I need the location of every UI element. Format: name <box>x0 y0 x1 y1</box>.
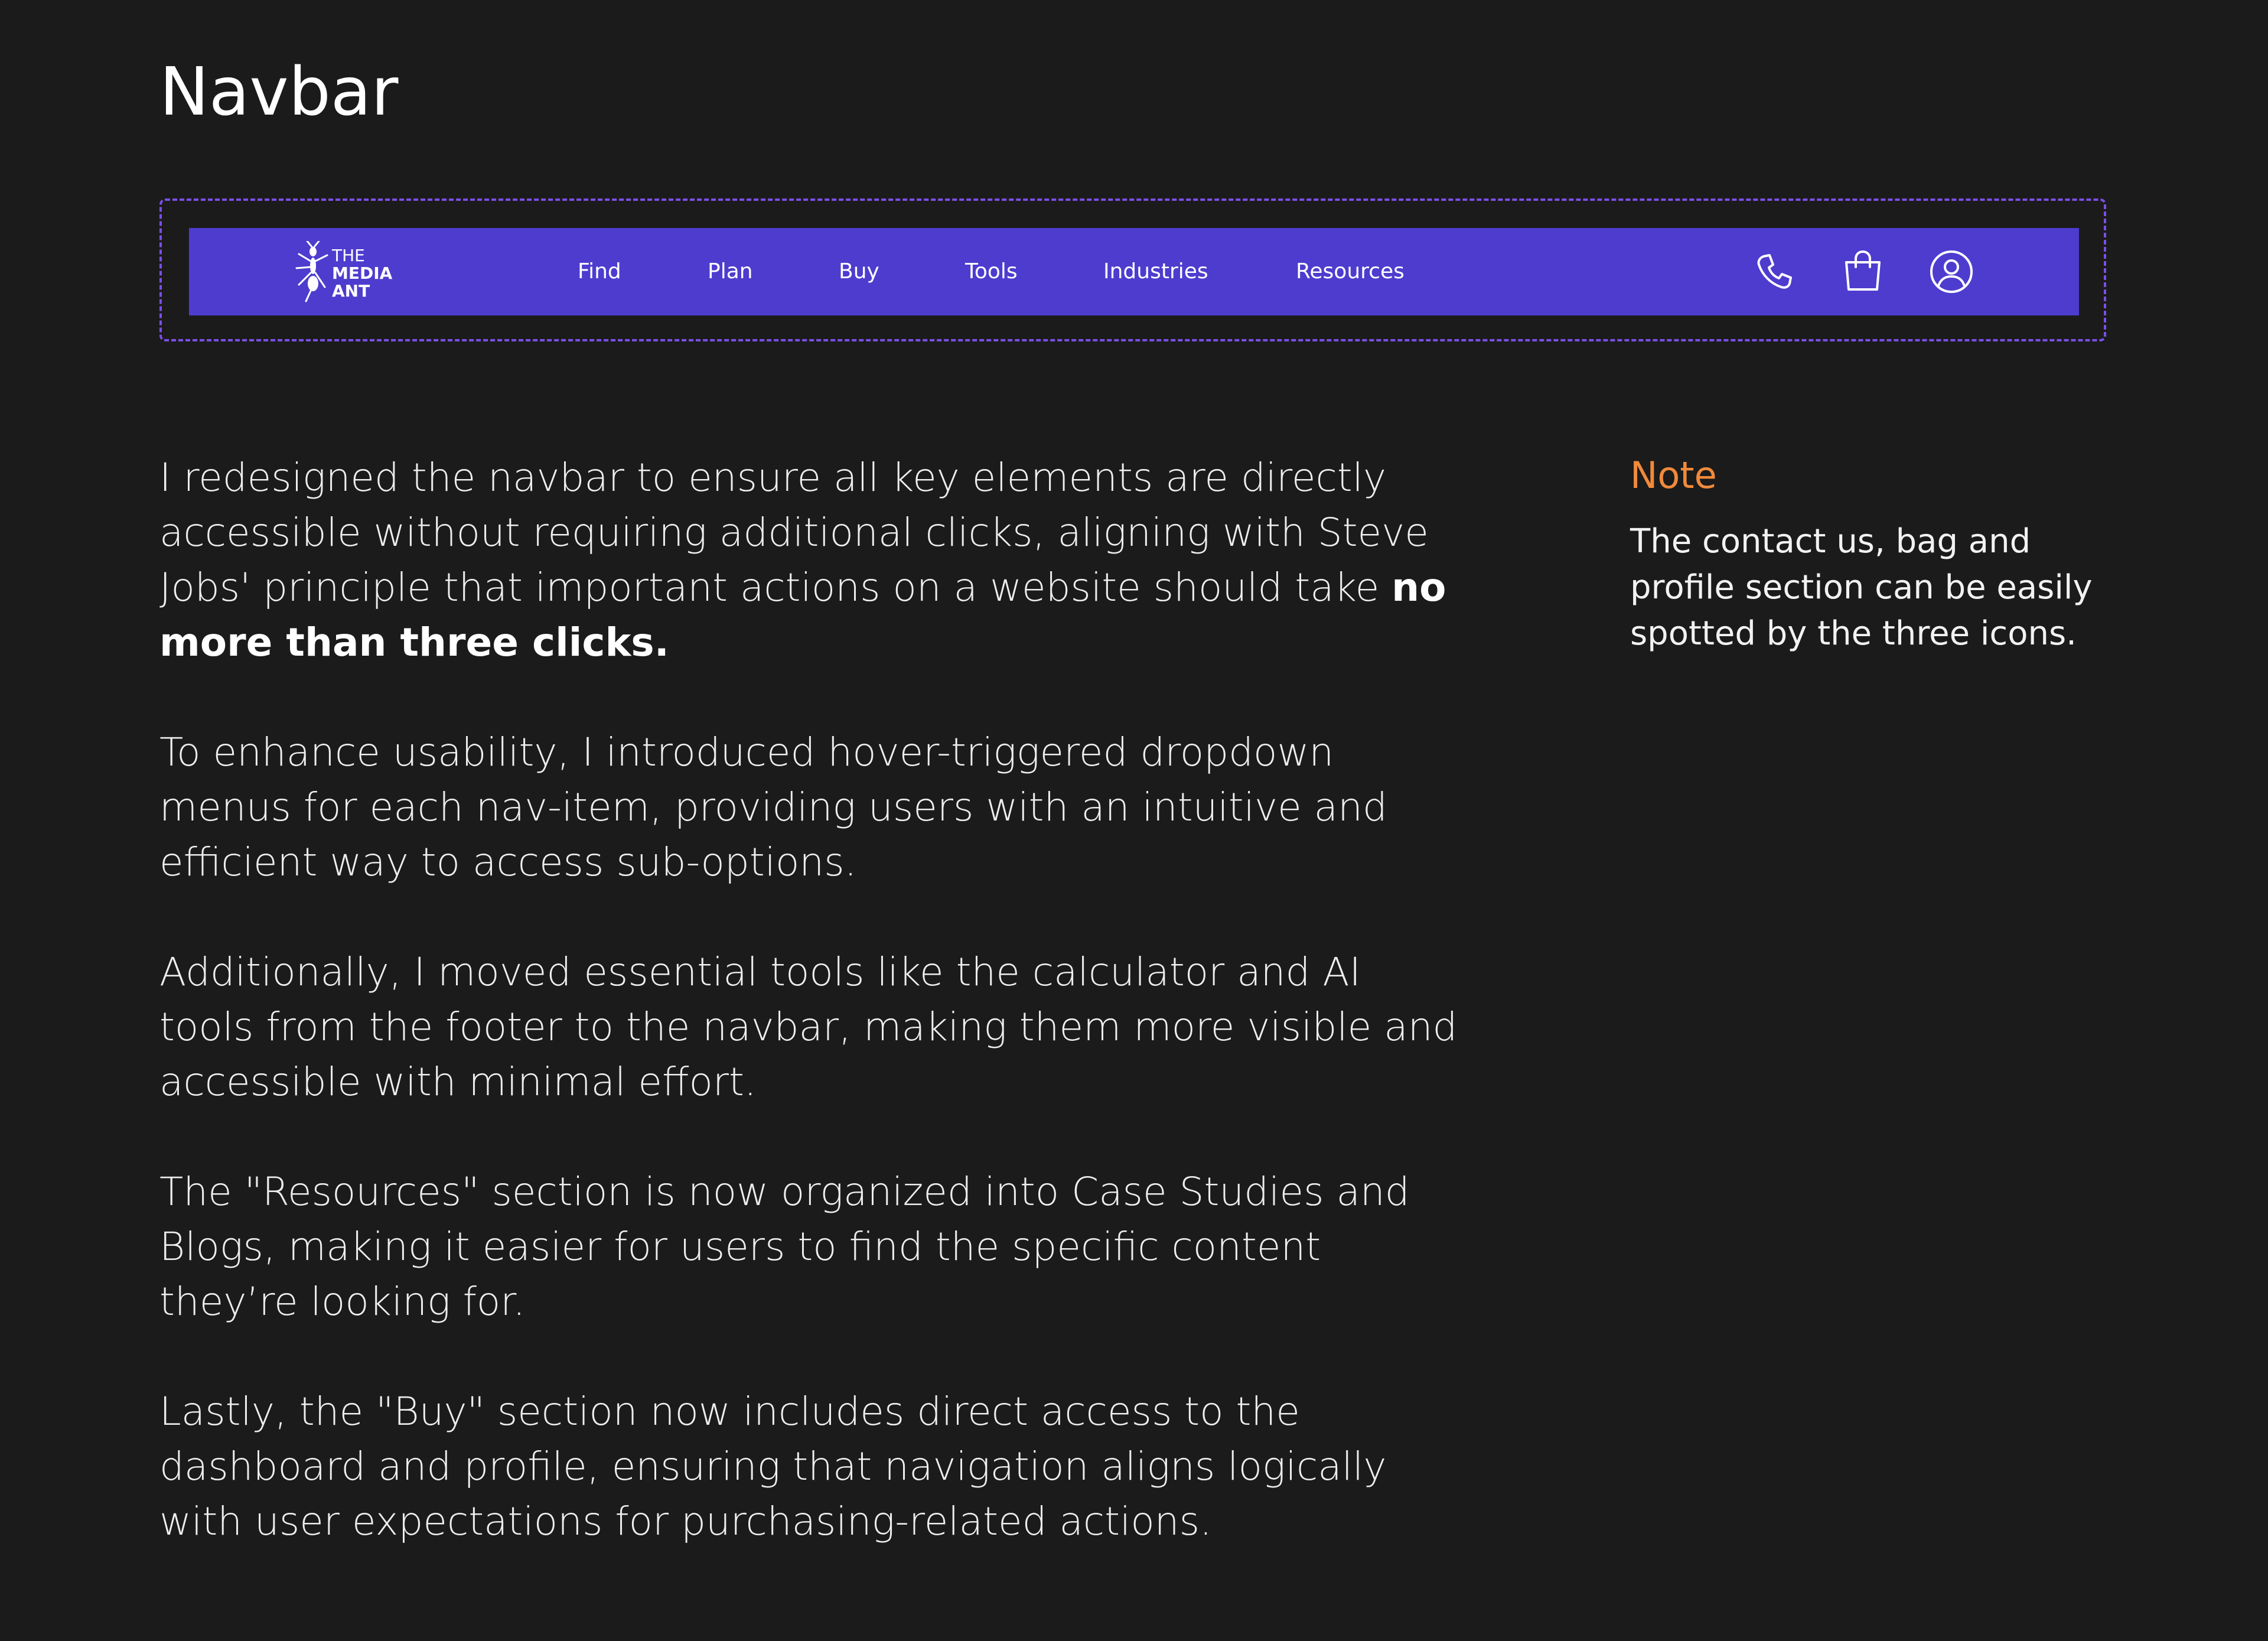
nav-item-buy[interactable]: Buy <box>839 259 879 284</box>
logo-line-3: ANT <box>332 281 370 301</box>
paragraph-1-text: I redesigned the navbar to ensure all key elements are directly accessible without requiring additional clicks, aligning with Steve Jobs' principle that important actions on a website should take <box>159 455 1429 610</box>
phone-icon[interactable] <box>1751 248 1798 295</box>
logo-wordmark <box>332 247 392 300</box>
nav-item-plan[interactable]: Plan <box>708 259 753 284</box>
note-text: The contact us, bag and profile section can be easily spotted by the three icons. <box>1630 522 2093 653</box>
paragraph-4: The "Resources" section is now organized into Case Studies and Blogs, making it easier for users to find the specific content they’re looking for. <box>159 1169 1410 1324</box>
nav-item-industries[interactable]: Industries <box>1103 259 1208 284</box>
profile-icon[interactable] <box>1928 248 1975 295</box>
nav-item-resources[interactable]: Resources <box>1296 259 1405 284</box>
note-panel <box>1630 454 2114 657</box>
paragraph-1 <box>159 450 1459 670</box>
paragraph-5: Lastly, the "Buy" section now includes direct access to the dashboard and profile, ensuring that navigation aligns logically with user expectations for purchasing-related actions. <box>159 1389 1387 1544</box>
page-title: Navbar <box>159 54 399 131</box>
logo[interactable] <box>294 241 400 302</box>
paragraph-2: To enhance usability, I introduced hover-triggered dropdown menus for each nav-item, providing users with an intuitive and efficient way to access sub-options. <box>159 730 1387 885</box>
shopping-bag-icon[interactable] <box>1839 248 1886 295</box>
nav-item-find[interactable]: Find <box>578 259 621 284</box>
note-title: Note <box>1630 454 1717 497</box>
logo-line-1: THE <box>332 246 365 265</box>
paragraph-3: Additionally, I moved essential tools like the calculator and AI tools from the footer to the navbar, making them more visible and accessible with minimal effort. <box>159 949 1458 1105</box>
paragraph-1-emphasis: no more than three clicks. <box>159 565 1446 665</box>
logo-line-2: MEDIA <box>332 263 393 283</box>
body-copy <box>159 450 1459 1604</box>
ant-logo-icon <box>294 241 332 302</box>
navbar <box>189 228 2079 315</box>
nav-item-tools[interactable]: Tools <box>965 259 1018 284</box>
